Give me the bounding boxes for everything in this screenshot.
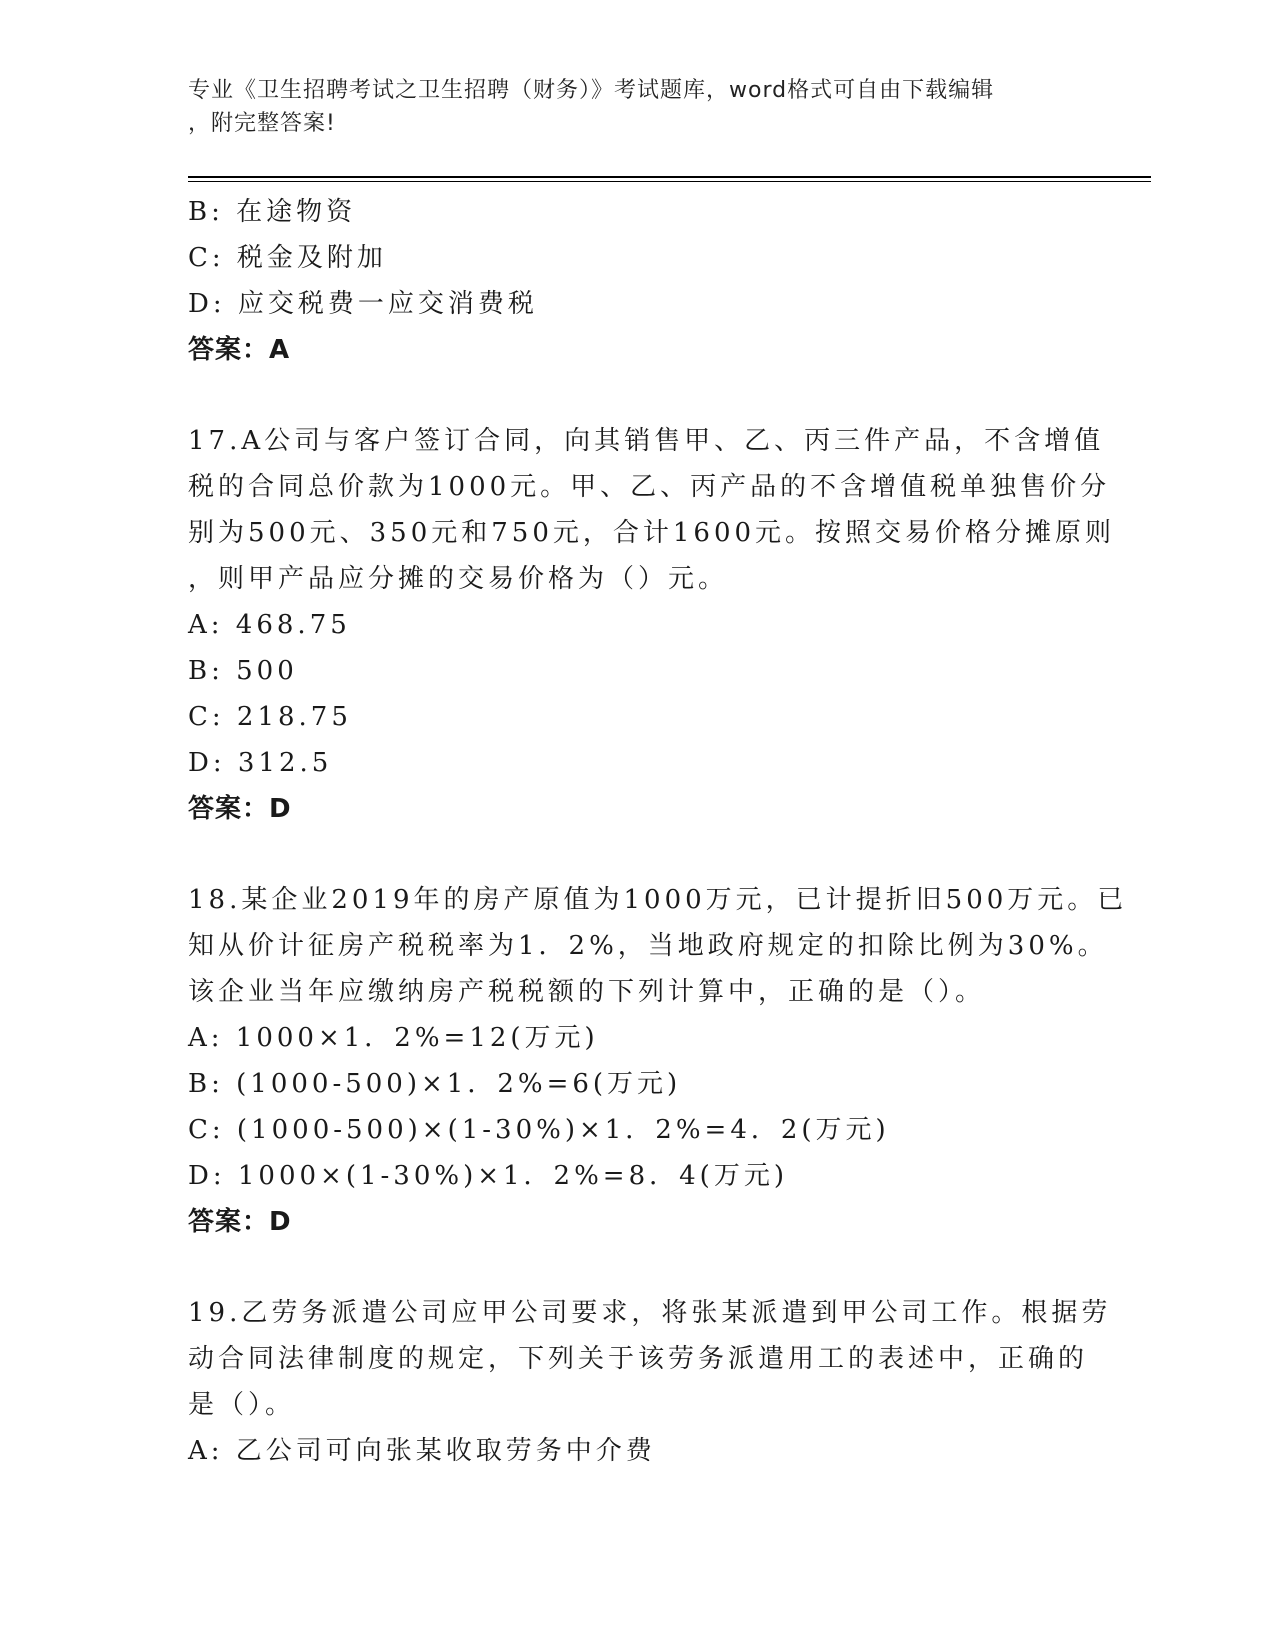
document-header (188, 74, 1088, 140)
option-b: B: 在途物资 (188, 197, 357, 227)
question-text-line: 该企业当年应缴纳房产税税额的下列计算中，正确的是（）。 (188, 977, 986, 1007)
question-content (188, 189, 1128, 1474)
option-d: D: 1000×(1-30%)×1．2%=8．4(万元) (188, 1161, 788, 1191)
option-b: B: 500 (188, 656, 298, 686)
question-text-line: 动合同法律制度的规定，下列关于该劳务派遣用工的表述中，正确的 (188, 1344, 1089, 1374)
question-text-line: 知从价计征房产税税率为1．2%，当地政府规定的扣除比例为30%。 (188, 931, 1108, 961)
question-19 (188, 1290, 1112, 1474)
option-c: C: 218.75 (188, 702, 352, 732)
option-d: D: 312.5 (188, 748, 333, 778)
header-line-1: 专业《卫生招聘考试之卫生招聘（财务）》考试题库，word格式可自由下载编辑 (188, 78, 995, 103)
spacer (188, 373, 1088, 418)
option-d: D: 应交税费一应交消费税 (188, 289, 538, 319)
answer: 答案：A (188, 335, 291, 365)
question-text-line: ，则甲产品应分摊的交易价格为（）元。 (188, 564, 729, 594)
question-text-line: 税的合同总价款为1000元。甲、乙、丙产品的不含增值税单独售价分 (188, 472, 1111, 502)
header-divider-thick (188, 176, 1151, 178)
answer: 答案：D (188, 1207, 292, 1237)
spacer (188, 1245, 1088, 1290)
option-b: B: (1000-500)×1．2%=6(万元) (188, 1069, 682, 1099)
prev-question (188, 189, 1088, 373)
question-text-line: 是（）。 (188, 1390, 296, 1420)
header-line-2: ，附完整答案! (188, 111, 336, 136)
option-a: A: 1000×1．2%=12(万元) (188, 1023, 599, 1053)
spacer (188, 832, 1088, 877)
option-c: C: 税金及附加 (188, 243, 387, 273)
question-text-line: 17.A公司与客户签订合同，向其销售甲、乙、丙三件产品，不含增值 (188, 426, 1105, 456)
option-a: A: 468.75 (188, 610, 351, 640)
question-17 (188, 418, 1116, 832)
answer: 答案：D (188, 794, 292, 824)
question-text-line: 19.乙劳务派遣公司应甲公司要求，将张某派遣到甲公司工作。根据劳 (188, 1298, 1112, 1328)
option-a: A: 乙公司可向张某收取劳务中介费 (188, 1436, 656, 1466)
question-text-line: 18.某企业2019年的房产原值为1000万元，已计提折旧500万元。已 (188, 885, 1128, 915)
question-18 (188, 877, 1128, 1245)
header-divider-thin (188, 181, 1151, 182)
option-c: C: (1000-500)×(1-30%)×1．2%=4．2(万元) (188, 1115, 890, 1145)
question-text-line: 别为500元、350元和750元，合计1600元。按照交易价格分摊原则 (188, 518, 1116, 548)
